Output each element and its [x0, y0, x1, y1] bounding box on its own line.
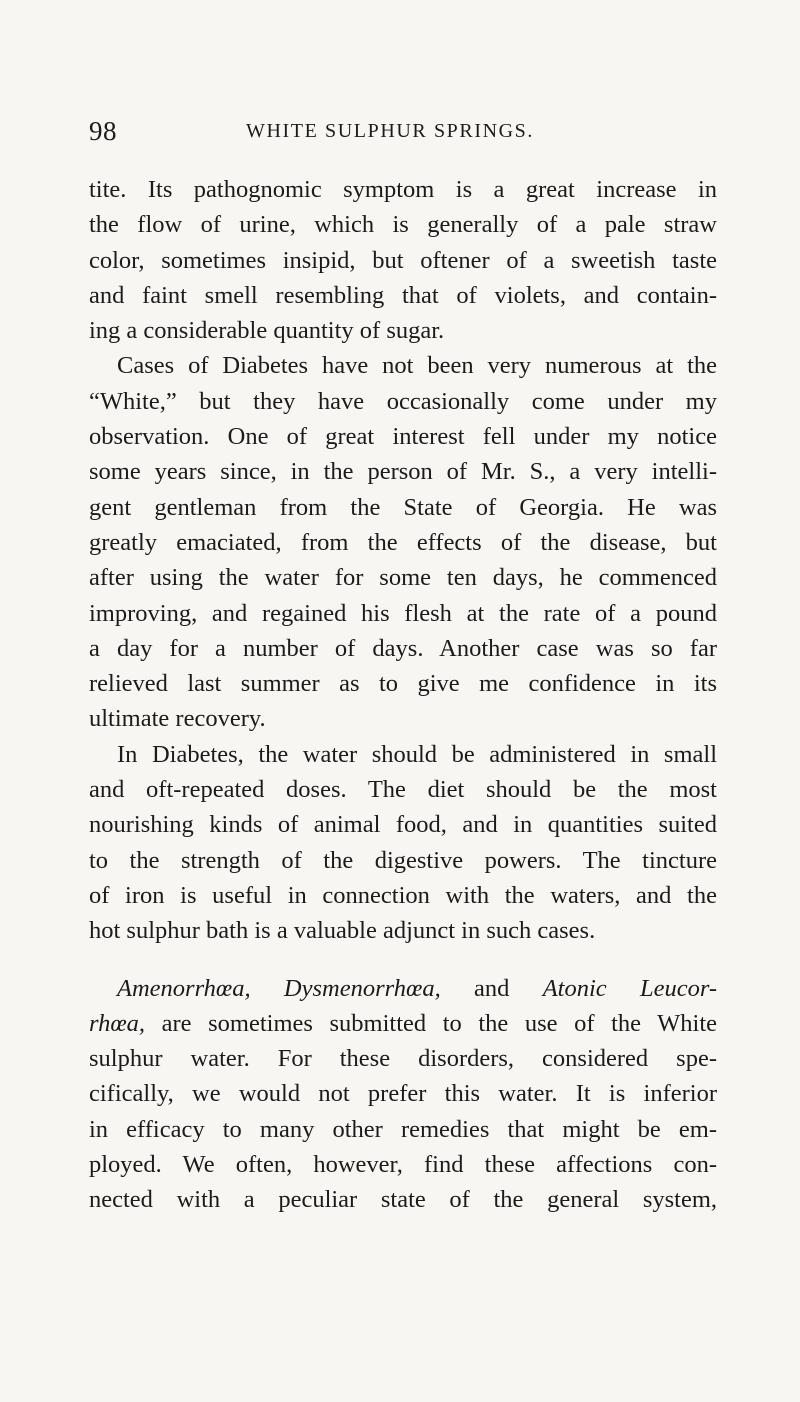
paragraph-amenorrhoea [89, 971, 717, 1218]
italic-term: Atonic Leucor- [542, 974, 718, 1002]
text-line: gent gentleman from the State of Georgia. He was [89, 493, 717, 521]
text-run: and [474, 974, 510, 1002]
text-line: ployed. We often, however, find these affections con- [89, 1151, 717, 1179]
text-line: color, sometimes insipid, but oftener of a sweetish taste [89, 246, 717, 274]
text-line: greatly emaciated, from the effects of the disease, but [89, 528, 717, 556]
italic-term: rhœa, [89, 1009, 146, 1037]
paragraph-diabetes-treatment [89, 737, 717, 949]
running-title: WHITE SULPHUR SPRINGS. [246, 120, 535, 142]
text-line: cifically, we would not prefer this water. It is inferior [89, 1080, 717, 1108]
text-line: ing a considerable quantity of sugar. [89, 317, 445, 345]
paragraph-gap [89, 949, 717, 971]
text-line: of iron is useful in connection with the waters, and the [89, 881, 717, 909]
text-line: improving, and regained his flesh at the rate of a pound [89, 599, 717, 627]
paragraph-diabetes-definition [89, 172, 717, 348]
text-line: sulphur water. For these disorders, considered spe- [89, 1045, 717, 1073]
text-line: and faint smell resembling that of violets, and contain- [89, 281, 717, 309]
body-text [89, 172, 717, 1218]
text-line [89, 1006, 717, 1041]
text-line: ultimate recovery. [89, 705, 266, 733]
text-line: the flow of urine, which is generally of a pale straw [89, 211, 717, 239]
text-line: after using the water for some ten days, he commenced [89, 564, 717, 592]
text-line: hot sulphur bath is a valuable adjunct in such cases. [89, 917, 596, 945]
running-head [89, 116, 716, 146]
text-line: In Diabetes, the water should be administered in small [117, 740, 717, 768]
text-line: to the strength of the digestive powers. The tincture [89, 846, 717, 874]
text-line: relieved last summer as to give me confidence in its [89, 670, 717, 698]
text-line: “White,” but they have occasionally come under my [89, 387, 717, 415]
text-line: some years since, in the person of Mr. S., a very intelli- [89, 458, 717, 486]
text-line: a day for a number of days. Another case was so far [89, 634, 717, 662]
text-run: are sometimes submitted to the use of the White [161, 1009, 717, 1037]
text-line: tite. Its pathognomic symptom is a great increase in [89, 176, 717, 203]
text-line: observation. One of great interest fell under my notice [89, 423, 717, 451]
text-line: in efficacy to many other remedies that might be em- [89, 1115, 717, 1143]
paragraph-diabetes-cases [89, 348, 717, 736]
text-line: nourishing kinds of animal food, and in quantities suited [89, 811, 717, 839]
text-line: Cases of Diabetes have not been very numerous at the [117, 352, 717, 380]
text-line: and oft-repeated doses. The diet should be the most [89, 776, 717, 804]
text-line [89, 971, 717, 1006]
page-number: 98 [89, 116, 117, 146]
text-line: nected with a peculiar state of the general system, [89, 1186, 717, 1214]
italic-term: Amenorrhœa, Dysmenorrhœa, [117, 974, 441, 1002]
